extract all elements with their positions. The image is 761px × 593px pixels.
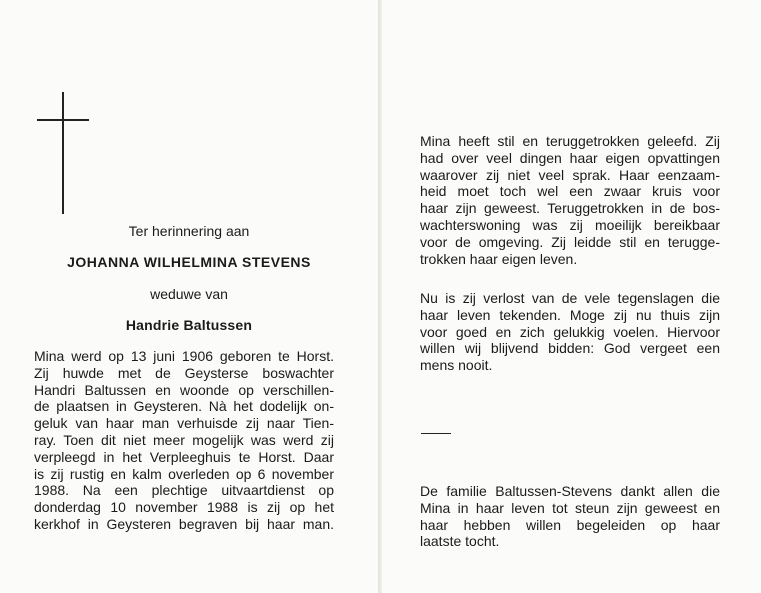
deceased-name: JOHANNA WILHELMINA STEVENS	[67, 254, 311, 270]
prayer-line: mens nooit.	[420, 357, 493, 374]
reflection-line: waarover zij niet veel sprak. Haar eenzaam-	[420, 166, 720, 183]
reflection-paragraph	[420, 133, 720, 267]
intro-text: Ter herinnering aan	[128, 223, 250, 239]
reflection-line: wachterswoning was zij moeilijk bereikbaar	[420, 216, 720, 233]
prayer-line: haar leven tekenden. Moge zij nu thuis zijn	[420, 306, 720, 323]
biography-line: verpleegd in het Verpleeghuis te Horst. Daar	[34, 448, 334, 465]
thanks-line: laatste tocht.	[420, 533, 500, 550]
relation-text: weduwe van	[150, 286, 228, 302]
biography-line: 1988. Na een plechtige uitvaartdienst op	[34, 482, 334, 499]
biography-line: is zij rustig en kalm overleden op 6 november	[34, 465, 334, 482]
reflection-line: haar zijn geweest. Teruggetrokken in de bos-	[420, 200, 720, 217]
biography-line: Zij huwde met de Geysterse boswachter	[34, 364, 334, 381]
separator-dash	[421, 433, 451, 434]
biography-line: ray. Toen dit niet meer mogelijk was werd zij	[34, 431, 334, 448]
biography-line: kerkhof in Geysteren begraven bij haar man.	[34, 515, 334, 532]
thanks-paragraph	[420, 483, 720, 550]
prayer-line: Nu is zij verlost van de vele tegenslagen die	[420, 290, 720, 306]
reflection-line: Mina heeft stil en teruggetrokken geleefd. Zij	[420, 133, 720, 149]
biography-line: geluk van haar man verhuisde zij naar Tien-	[34, 415, 334, 432]
thanks-line: De familie Baltussen-Stevens dankt allen die	[420, 483, 720, 499]
reflection-line: voor de omgeving. Zij leidde stil en terugge-	[420, 233, 720, 250]
thanks-line: haar hebben willen begeleiden op haar	[420, 516, 720, 533]
biography-line: de plaatsen in Geysteren. Nà het dodelijk on-	[34, 398, 334, 415]
prayer-line: voor goed en zich gelukkig voelen. Hiervoor	[420, 323, 720, 340]
biography-line: Handri Baltussen en woonde op verschillen-	[34, 381, 334, 398]
prayer-paragraph	[420, 290, 720, 374]
cross-vertical-bar	[62, 92, 64, 214]
biography-line: Mina werd op 13 juni 1906 geboren te Horst.	[34, 348, 334, 364]
prayer-line: willen wij blijvend bidden: God vergeet een	[420, 340, 720, 357]
spouse-name: Handrie Baltussen	[125, 317, 253, 333]
cross-horizontal-bar	[37, 119, 89, 121]
biography-line: donderdag 10 november 1988 is zij op het	[34, 499, 334, 516]
thanks-line: Mina in haar leven tot steun zijn geweest en	[420, 499, 720, 516]
biography-paragraph	[34, 348, 334, 533]
reflection-line: trokken haar eigen leven.	[420, 250, 578, 267]
reflection-line: had over veel dingen haar eigen opvattingen	[420, 149, 720, 166]
reflection-line: heid moet toch wel een zwaar kruis voor	[420, 183, 720, 200]
